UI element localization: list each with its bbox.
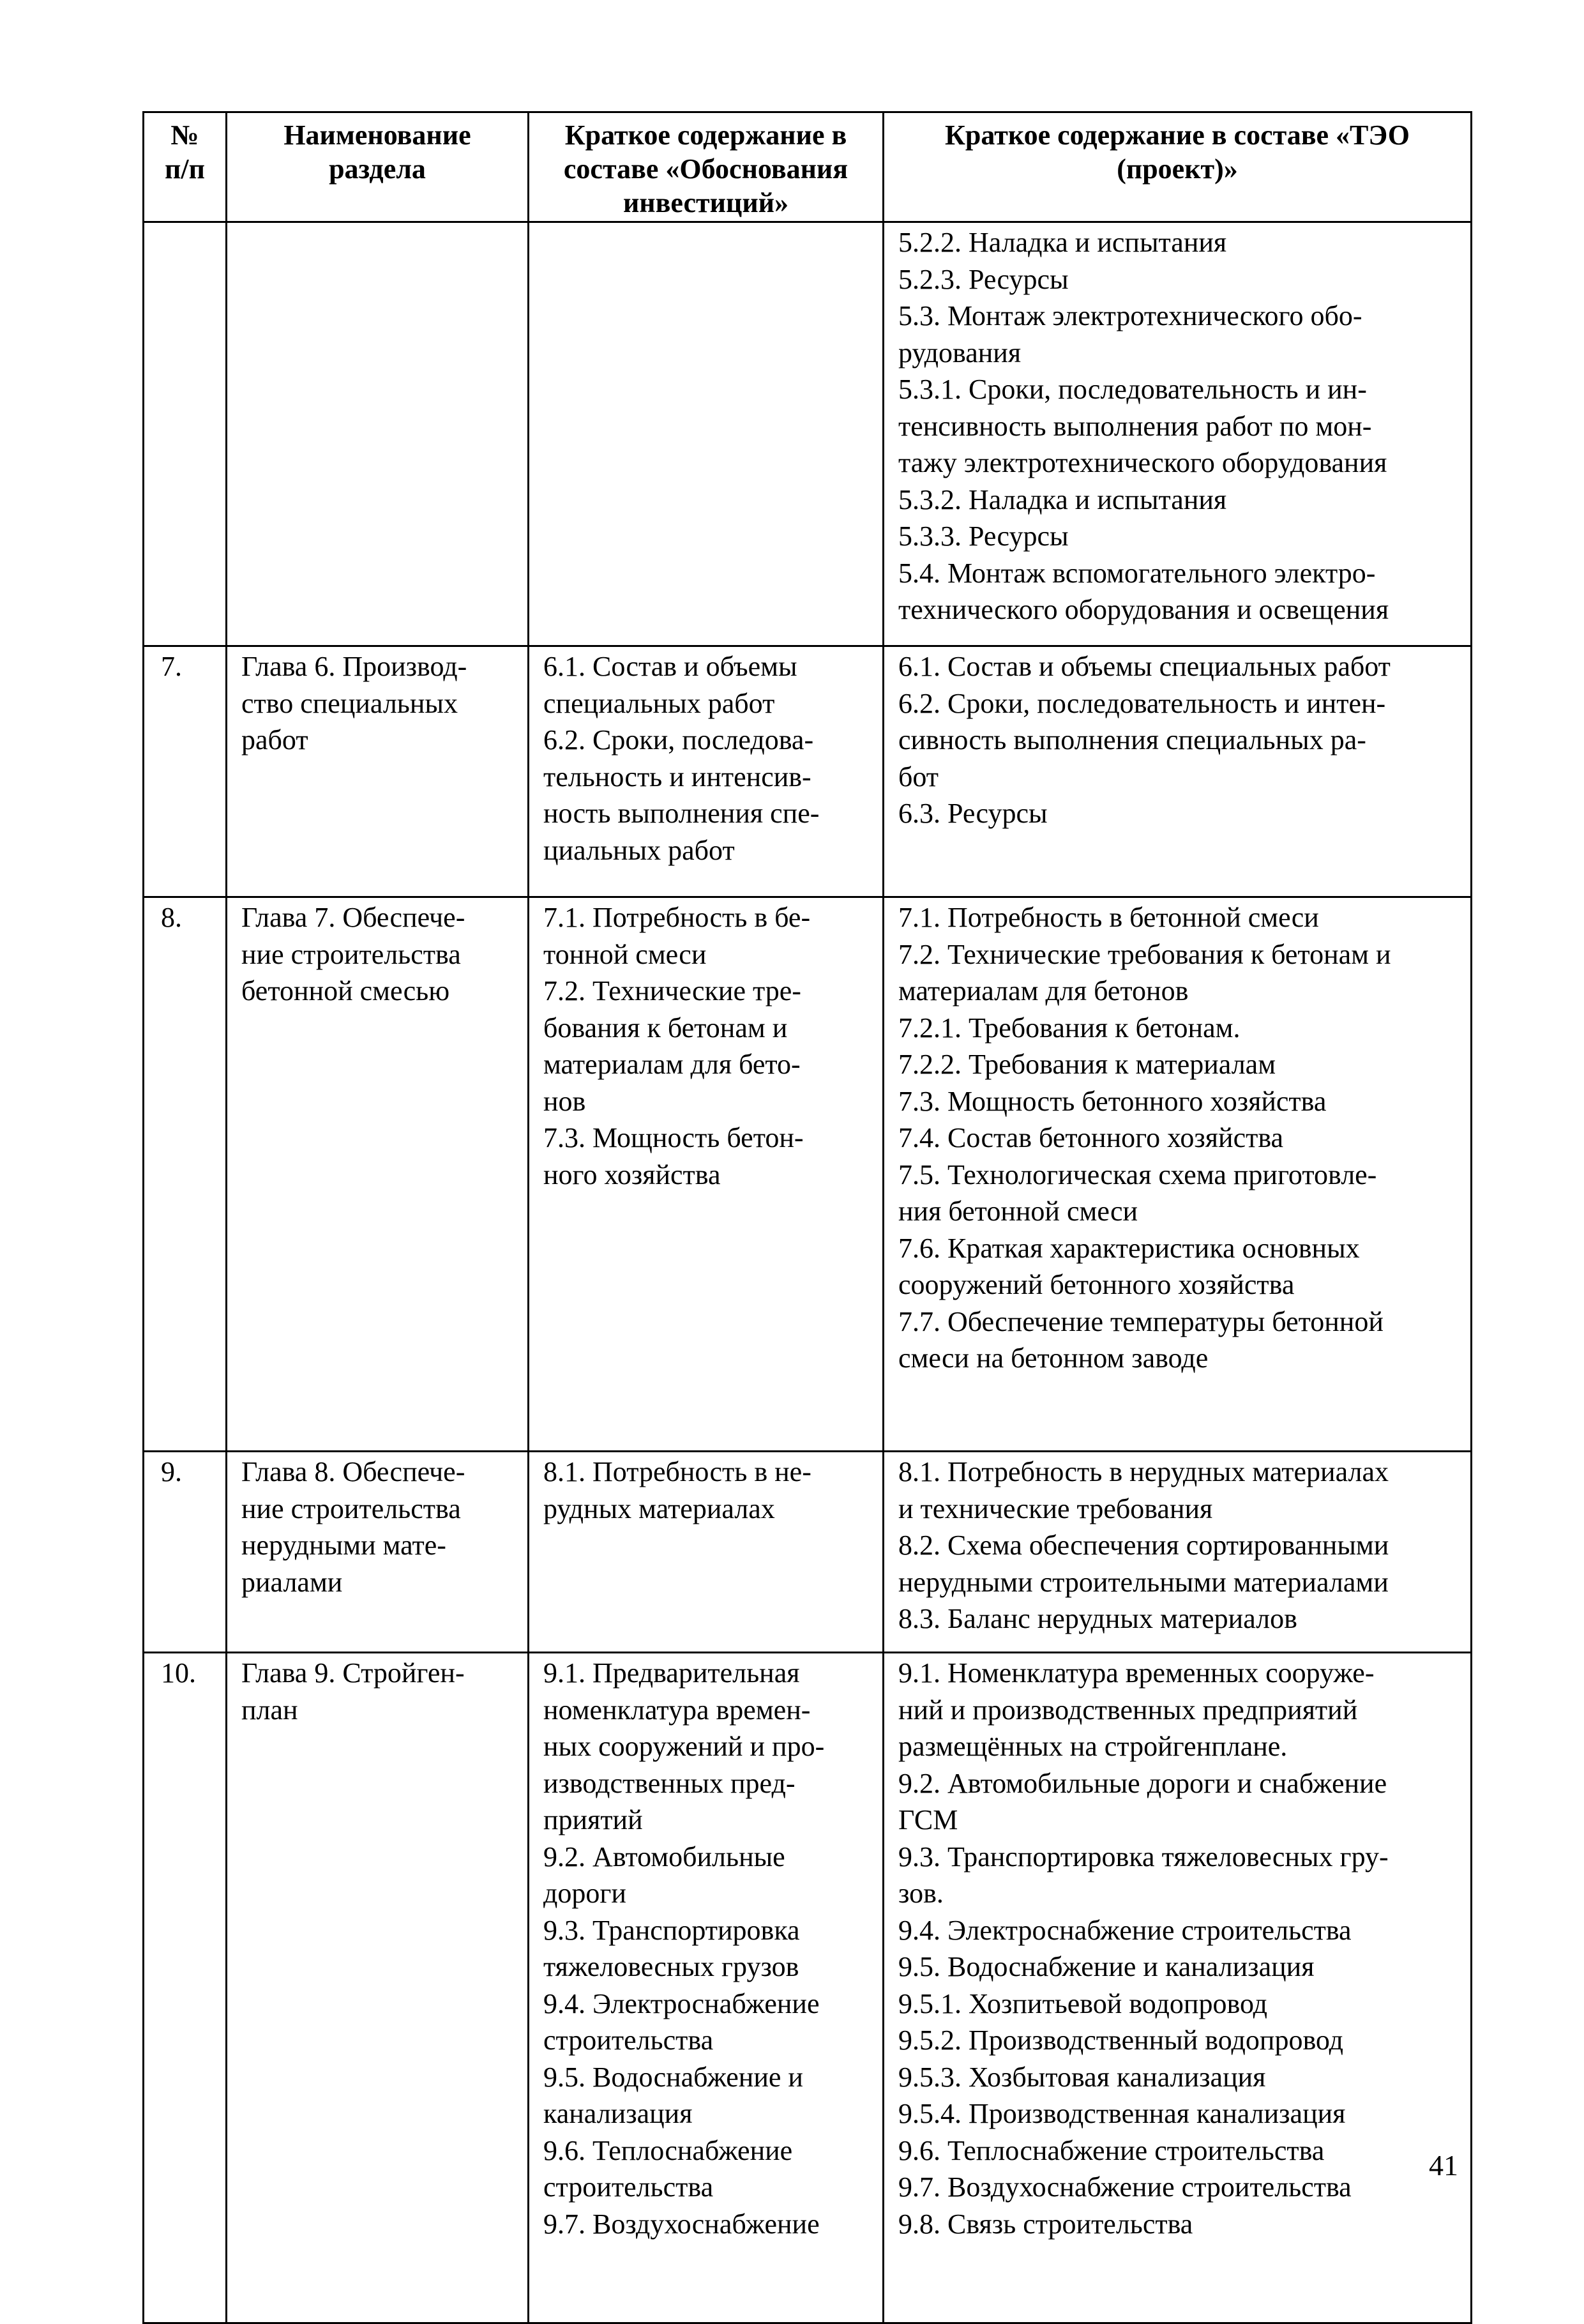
cell-text-line: 7.7. Обеспечение температуры бетонной bbox=[898, 1305, 1384, 1337]
cell-text-line: ние строительства bbox=[241, 938, 461, 970]
cell-text-line: ных сооружений и про- bbox=[543, 1731, 825, 1762]
cell-text-line: приятий bbox=[543, 1804, 643, 1835]
cell-text-line: 9.4. Электроснабжение bbox=[543, 1987, 820, 2019]
table-body bbox=[144, 222, 1472, 2323]
cell-text-line: ность выполнения спе- bbox=[543, 798, 820, 829]
cell-text-line: Глава 6. Производ- bbox=[241, 651, 467, 682]
table-row bbox=[144, 897, 1472, 1452]
cell-text-line: тяжеловесных грузов bbox=[543, 1951, 799, 1982]
cell-text-line: изводственных пред- bbox=[543, 1767, 796, 1799]
cell-text-line: 9.5.3. Хозбытовая канализация bbox=[898, 2061, 1266, 2093]
cell-text-line: технического оборудования и освещения bbox=[898, 594, 1389, 625]
investment-justification-cell bbox=[529, 1452, 884, 1653]
cell-text-line: 5.4. Монтаж вспомогательного электро- bbox=[898, 557, 1376, 589]
cell-text-line: 9.5.2. Производственный водопровод bbox=[898, 2024, 1344, 2056]
cell-text-line: нерудными строительными материалами bbox=[898, 1566, 1389, 1598]
cell-text-line: 9.3. Транспортировка bbox=[543, 1914, 800, 1946]
header-line: п/п bbox=[165, 153, 205, 185]
cell-text-line: 8.3. Баланс нерудных материалов bbox=[898, 1603, 1297, 1634]
cell-text-line: 9.6. Теплоснабжение bbox=[543, 2134, 793, 2166]
investment-justification-cell bbox=[529, 897, 884, 1452]
header-line: раздела bbox=[329, 153, 426, 185]
cell-text-line: 7.2.2. Требования к материалам bbox=[898, 1049, 1276, 1080]
cell-text-line: 5.3.2. Наладка и испытания bbox=[898, 483, 1227, 515]
header-section-name bbox=[227, 112, 529, 222]
row-number-cell bbox=[144, 646, 227, 897]
cell-text-line: 5.2.2. Наладка и испытания bbox=[898, 227, 1227, 258]
cell-text-line: бования к бетонам и bbox=[543, 1012, 788, 1044]
cell-text-line: 9.5.4. Производственная канализация bbox=[898, 2098, 1346, 2129]
row-number: 7. bbox=[161, 651, 182, 682]
row-number: 8. bbox=[161, 902, 182, 933]
section-name-cell bbox=[227, 897, 529, 1452]
row-number-cell bbox=[144, 222, 227, 646]
cell-text-line: смеси на бетонном заводе bbox=[898, 1342, 1209, 1374]
cell-text-line: нерудными мате- bbox=[241, 1530, 446, 1561]
cell-text-line: тенсивность выполнения работ по мон- bbox=[898, 410, 1372, 442]
cell-text-line: 6.2. Сроки, последова- bbox=[543, 724, 814, 756]
cell-text-line: специальных работ bbox=[543, 687, 775, 719]
cell-text-line: риалами bbox=[241, 1566, 343, 1598]
cell-text-line: 7.5. Технологическая схема приготовле- bbox=[898, 1158, 1377, 1190]
table-row bbox=[144, 1452, 1472, 1653]
cell-text-line: 5.3. Монтаж электротехнического обо- bbox=[898, 300, 1362, 331]
section-name-cell bbox=[227, 1452, 529, 1653]
cell-text-line: 9.5.1. Хозпитьевой водопровод bbox=[898, 1987, 1268, 2019]
cell-text-line: строительства bbox=[543, 2171, 714, 2203]
header-line: инвестиций» bbox=[622, 187, 789, 218]
cell-text-line: материалам для бетонов bbox=[898, 975, 1189, 1006]
investment-justification-cell bbox=[529, 646, 884, 897]
cell-text-line: зов. bbox=[898, 1878, 944, 1909]
header-line: (проект)» bbox=[1117, 153, 1238, 185]
investment-justification-cell bbox=[529, 1653, 884, 2323]
cell-text-line: 7.4. Состав бетонного хозяйства bbox=[898, 1122, 1284, 1153]
cell-text-line: материалам для бето- bbox=[543, 1049, 801, 1080]
cell-text-line: 9.1. Предварительная bbox=[543, 1657, 800, 1689]
cell-text-line: ного хозяйства bbox=[543, 1158, 721, 1190]
row-number: 9. bbox=[161, 1456, 182, 1487]
cell-text-line: 6.1. Состав и объемы bbox=[543, 651, 797, 682]
cell-text-line: ний и производственных предприятий bbox=[898, 1694, 1358, 1726]
header-line: Краткое содержание в bbox=[564, 119, 847, 151]
header-row bbox=[144, 112, 1472, 222]
cell-text-line: бетонной смесью bbox=[241, 975, 450, 1006]
page-number: 41 bbox=[1429, 2149, 1458, 2182]
row-number-cell bbox=[144, 1452, 227, 1653]
cell-text-line: рудования bbox=[898, 337, 1022, 368]
cell-text-line: 6.1. Состав и объемы специальных работ bbox=[898, 651, 1391, 682]
cell-text-line: 8.2. Схема обеспечения сортированными bbox=[898, 1530, 1389, 1561]
cell-text-line: размещённых на стройгенплане. bbox=[898, 1731, 1288, 1762]
cell-text-line: рудных материалах bbox=[543, 1492, 775, 1524]
table-row bbox=[144, 1653, 1472, 2323]
cell-text-line: ГСМ bbox=[898, 1804, 958, 1835]
investment-justification-cell bbox=[529, 222, 884, 646]
table-row bbox=[144, 222, 1472, 646]
feasibility-study-cell bbox=[884, 646, 1472, 897]
cell-text-line: 9.2. Автомобильные дороги и снабжение bbox=[898, 1767, 1387, 1799]
row-number-cell bbox=[144, 1653, 227, 2323]
contents-table bbox=[142, 111, 1472, 2324]
cell-text-line: 5.3.3. Ресурсы bbox=[898, 520, 1069, 552]
cell-text-line: ния бетонной смеси bbox=[898, 1196, 1138, 1227]
cell-text-line: 9.8. Связь строительства bbox=[898, 2208, 1193, 2240]
cell-text-line: строительства bbox=[543, 2024, 714, 2056]
table-header bbox=[144, 112, 1472, 222]
header-line: Наименование bbox=[283, 119, 471, 151]
cell-text-line: 7.2.1. Требования к бетонам. bbox=[898, 1012, 1241, 1044]
cell-text-line: сооружений бетонного хозяйства bbox=[898, 1269, 1295, 1300]
cell-text-line: 5.3.1. Сроки, последовательность и ин- bbox=[898, 374, 1367, 405]
row-number-cell bbox=[144, 897, 227, 1452]
cell-text-line: 7.3. Мощность бетонного хозяйства bbox=[898, 1085, 1327, 1117]
section-name-cell bbox=[227, 646, 529, 897]
cell-text-line: 9.5. Водоснабжение и bbox=[543, 2061, 803, 2093]
cell-text-line: 7.6. Краткая характеристика основных bbox=[898, 1232, 1360, 1264]
header-num bbox=[144, 112, 227, 222]
cell-text-line: 7.1. Потребность в бе- bbox=[543, 902, 811, 933]
cell-text-line: тажу электротехнического оборудования bbox=[898, 447, 1387, 478]
cell-text-line: Глава 7. Обеспече- bbox=[241, 902, 465, 933]
cell-text-line: 6.3. Ресурсы bbox=[898, 798, 1048, 829]
cell-text-line: 9.6. Теплоснабжение строительства bbox=[898, 2134, 1325, 2166]
feasibility-study-cell bbox=[884, 1452, 1472, 1653]
cell-text-line: 9.4. Электроснабжение строительства bbox=[898, 1914, 1352, 1946]
feasibility-study-cell bbox=[884, 1653, 1472, 2323]
feasibility-study-cell bbox=[884, 897, 1472, 1452]
cell-text-line: нов bbox=[543, 1085, 586, 1117]
header-line: составе «Обоснования bbox=[563, 153, 849, 185]
cell-text-line: 9.7. Воздухоснабжение bbox=[543, 2208, 820, 2240]
cell-text-line: ние строительства bbox=[241, 1492, 461, 1524]
table-row bbox=[144, 646, 1472, 897]
cell-text-line: ство специальных bbox=[241, 687, 458, 719]
cell-text-line: 7.2. Технические требования к бетонам и bbox=[898, 938, 1391, 970]
cell-text-line: 7.1. Потребность в бетонной смеси bbox=[898, 902, 1319, 933]
cell-text-line: Глава 9. Стройген- bbox=[241, 1657, 465, 1689]
cell-text-line: 8.1. Потребность в не- bbox=[543, 1456, 811, 1487]
cell-text-line: 9.2. Автомобильные bbox=[543, 1841, 785, 1872]
cell-text-line: 7.3. Мощность бетон- bbox=[543, 1122, 804, 1153]
cell-text-line: работ bbox=[241, 724, 308, 756]
cell-text-line: Глава 8. Обеспече- bbox=[241, 1456, 465, 1487]
cell-text-line: 5.2.3. Ресурсы bbox=[898, 263, 1069, 295]
cell-text-line: 6.2. Сроки, последовательность и интен- bbox=[898, 687, 1386, 719]
cell-text-line: и технические требования bbox=[898, 1492, 1213, 1524]
cell-text-line: 9.5. Водоснабжение и канализация bbox=[898, 1951, 1315, 1982]
cell-text-line: дороги bbox=[543, 1878, 626, 1909]
cell-text-line: 9.7. Воздухоснабжение строительства bbox=[898, 2171, 1352, 2203]
section-name-cell bbox=[227, 222, 529, 646]
cell-text-line: циальных работ bbox=[543, 834, 735, 866]
header-line: № bbox=[170, 119, 199, 151]
cell-text-line: бот bbox=[898, 761, 939, 793]
cell-text-line: тельность и интенсив- bbox=[543, 761, 811, 793]
header-line: Краткое содержание в составе «ТЭО bbox=[944, 119, 1410, 151]
cell-text-line: сивность выполнения специальных ра- bbox=[898, 724, 1366, 756]
header-feasibility-study bbox=[884, 112, 1472, 222]
cell-text-line: план bbox=[241, 1694, 298, 1726]
cell-text-line: канализация bbox=[543, 2098, 693, 2129]
cell-text-line: номенклатура времен- bbox=[543, 1694, 811, 1726]
section-name-cell bbox=[227, 1653, 529, 2323]
cell-text-line: 8.1. Потребность в нерудных материалах bbox=[898, 1456, 1389, 1487]
cell-text-line: 9.3. Транспортировка тяжеловесных гру- bbox=[898, 1841, 1389, 1872]
header-investment-justification bbox=[529, 112, 884, 222]
feasibility-study-cell bbox=[884, 222, 1472, 646]
cell-text-line: 7.2. Технические тре- bbox=[543, 975, 801, 1006]
cell-text-line: 9.1. Номенклатура временных сооруже- bbox=[898, 1657, 1375, 1689]
row-number: 10. bbox=[161, 1657, 196, 1689]
cell-text-line: тонной смеси bbox=[543, 938, 707, 970]
